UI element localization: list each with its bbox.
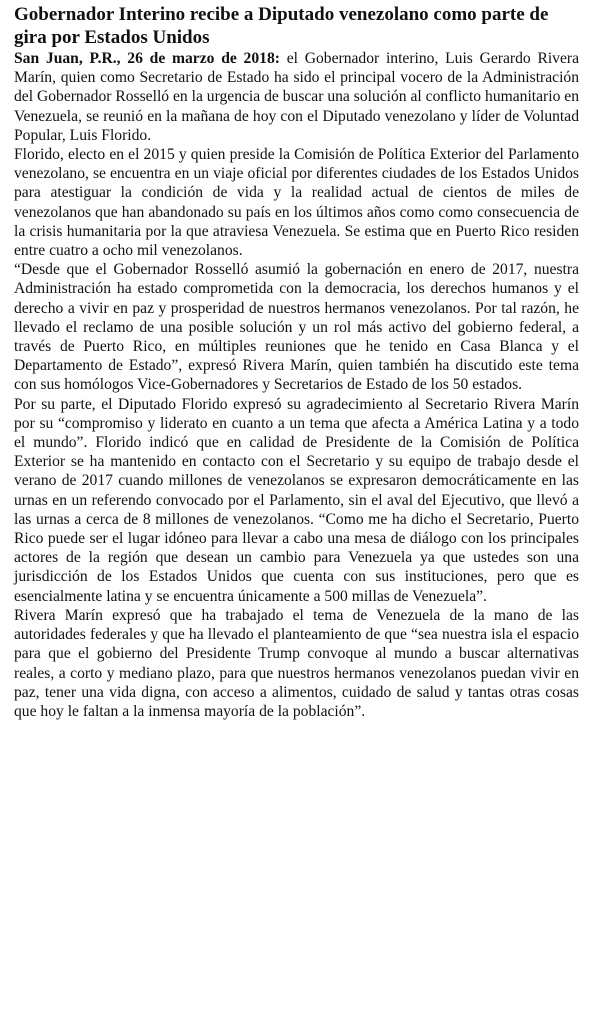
- body-paragraph-3: Por su parte, el Diputado Florido expresó su agradecimiento al Secretario Rivera Marín por su “compromiso y liderato en cuanto a un tema que afecta a América Latina y a todo el mundo”. Florido indicó que en calidad de Presidente de la Comisión de Política Exterior se ha mantenido en contacto con el Secretario y su equipo de trabajo desde el verano de 2017 cuando millones de venezolanos se expresaron democráticamente en las urnas en un referendo convocado por el Parlamento, sin el aval del Ejecutivo, que llevó a las urnas a cerca de 8 millones de venezolanos. “Como me ha dicho el Secretario, Puerto Rico puede ser el lugar idóneo para llevar a cabo una mesa de diálogo con los principales actores de la región que desean un cambio para Venezuela ya que ustedes son una jurisdicción de los Estados Unidos que cuenta con sus instituciones, pero que es esencialmente latina y se encuentra únicamente a 500 millas de Venezuela”.: [14, 395, 579, 605]
- lead-paragraph: [14, 49, 579, 145]
- body-paragraph-1: Florido, electo en el 2015 y quien preside la Comisión de Política Exterior del Parlamento venezolano, se encuentra en un viaje oficial por diferentes ciudades de los Estados Unidos para atestiguar la condición de vida y la realidad actual de cientos de miles de venezolanos que han abandonado su país en los últimos años como como consecuencia de la crisis humanitaria por la que atraviesa Venezuela. Se estima que en Puerto Rico residen entre cuatro a ocho mil venezolanos.: [14, 146, 579, 260]
- headline: Gobernador Interino recibe a Diputado venezolano como parte de gira por Estados Unidos: [14, 4, 549, 48]
- lead-text: el Gobernador interino, Luis Gerardo Rivera Marín, quien como Secretario de Estado ha sido el principal vocero de la Administración del Gobernador Rosselló en la urgencia de buscar una solución al conflicto humanitario en Venezuela, se reunió en la mañana de hoy con el Diputado venezolano y líder de Voluntad Popular, Luis Florido.: [14, 50, 580, 144]
- body-paragraph-4: Rivera Marín expresó que ha trabajado el tema de Venezuela de la mano de las autoridades federales y que ha llevado el planteamiento de que “sea nuestra isla el espacio para que el gobierno del Presidente Trump convoque al mundo a buscar alternativas reales, a corto y mediano plazo, para que nuestros hermanos venezolanos puedan vivir en paz, tener una vida digna, con acceso a alimentos, cuidado de salud y tantas otras cosas que hoy le faltan a la inmensa mayoría de la población”.: [14, 606, 579, 720]
- dateline: San Juan, P.R., 26 de marzo de 2018:: [14, 50, 280, 67]
- body-paragraph-2: “Desde que el Gobernador Rosselló asumió la gobernación en enero de 2017, nuestra Administración ha estado comprometida con la democracia, los derechos humanos y el derecho a vivir en paz y prosperidad de nuestros hermanos venezolanos. Por tal razón, he llevado el reclamo de una posible solución y un rol más activo del gobierno federal, a través de Puerto Rico, en múltiples reuniones que he tenido en Casa Blanca y el Departamento de Estado”, expresó Rivera Marín, quien también ha discutido este tema con sus homólogos Vice-Gobernadores y Secretarios de Estado de los 50 estados.: [14, 261, 579, 394]
